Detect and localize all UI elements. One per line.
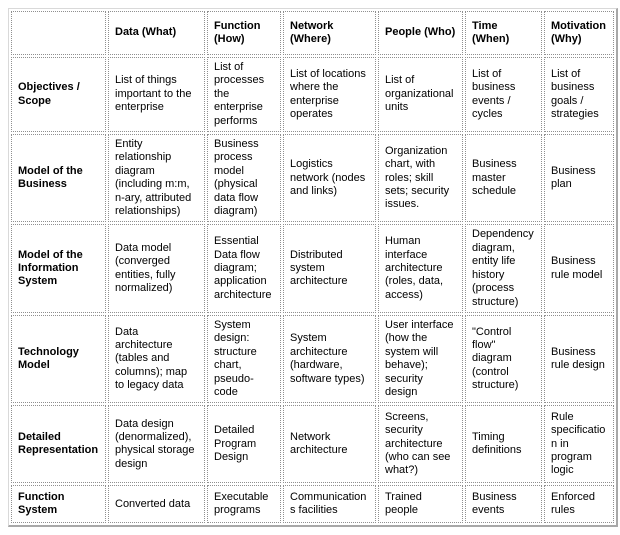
cell-technology-function: System design: structure chart, pseudo-code <box>207 315 281 403</box>
cell-infosystem-people: Human interface architecture (roles, data, access) <box>378 224 463 312</box>
cell-detailed-data: Data design (denormalized), physical storage design <box>108 405 205 483</box>
table-row <box>11 57 614 132</box>
column-header-motivation: Motivation (Why) <box>544 11 614 55</box>
row-header-model-of-business: Model of the Business <box>11 134 106 222</box>
cell-business-data: Entity relationship diagram (including m:m, n-ary, attributed relationships) <box>108 134 205 222</box>
cell-functionsystem-motivation: Enforced rules <box>544 485 614 523</box>
cell-detailed-people: Screens, security architecture (who can see what?) <box>378 405 463 483</box>
cell-infosystem-motivation: Business rule model <box>544 224 614 312</box>
row-header-technology-model: Technology Model <box>11 315 106 403</box>
table-row <box>11 315 614 403</box>
cell-objectives-network: List of locations where the enterprise operates <box>283 57 376 132</box>
table-row <box>11 224 614 312</box>
table-row <box>11 405 614 483</box>
cell-technology-time: "Control flow" diagram (control structure) <box>465 315 542 403</box>
cell-objectives-function: List of processes the enterprise performs <box>207 57 281 132</box>
cell-functionsystem-time: Business events <box>465 485 542 523</box>
column-header-time: Time (When) <box>465 11 542 55</box>
cell-detailed-time: Timing definitions <box>465 405 542 483</box>
cell-objectives-data: List of things important to the enterprise <box>108 57 205 132</box>
row-header-detailed-representation: Detailed Representation <box>11 405 106 483</box>
cell-functionsystem-network: Communications facilities <box>283 485 376 523</box>
column-header-function: Function (How) <box>207 11 281 55</box>
cell-objectives-time: List of business events / cycles <box>465 57 542 132</box>
cell-infosystem-data: Data model (converged entities, fully normalized) <box>108 224 205 312</box>
column-header-network: Network (Where) <box>283 11 376 55</box>
cell-functionsystem-people: Trained people <box>378 485 463 523</box>
column-header-data: Data (What) <box>108 11 205 55</box>
row-header-objectives-scope: Objectives / Scope <box>11 57 106 132</box>
cell-technology-network: System architecture (hardware, software types) <box>283 315 376 403</box>
cell-functionsystem-data: Converted data <box>108 485 205 523</box>
column-header-people: People (Who) <box>378 11 463 55</box>
cell-business-motivation: Business plan <box>544 134 614 222</box>
cell-technology-data: Data architecture (tables and columns); map to legacy data <box>108 315 205 403</box>
row-header-function-system: Function System <box>11 485 106 523</box>
corner-cell <box>11 11 106 55</box>
cell-infosystem-time: Dependency diagram, entity life history (process structure) <box>465 224 542 312</box>
cell-objectives-people: List of organizational units <box>378 57 463 132</box>
cell-objectives-motivation: List of business goals / strategies <box>544 57 614 132</box>
cell-infosystem-network: Distributed system architecture <box>283 224 376 312</box>
table-row <box>11 485 614 523</box>
cell-business-network: Logistics network (nodes and links) <box>283 134 376 222</box>
cell-business-people: Organization chart, with roles; skill sets; security issues. <box>378 134 463 222</box>
zachman-framework-table <box>8 8 618 527</box>
cell-functionsystem-function: Executable programs <box>207 485 281 523</box>
cell-technology-motivation: Business rule design <box>544 315 614 403</box>
table-row <box>11 134 614 222</box>
cell-detailed-motivation: Rule specification in program logic <box>544 405 614 483</box>
cell-detailed-network: Network architecture <box>283 405 376 483</box>
header-row <box>11 11 614 55</box>
row-header-model-of-information-system: Model of the Information System <box>11 224 106 312</box>
cell-business-function: Business process model (physical data flow diagram) <box>207 134 281 222</box>
cell-detailed-function: Detailed Program Design <box>207 405 281 483</box>
cell-infosystem-function: Essential Data flow diagram; application architecture <box>207 224 281 312</box>
cell-technology-people: User interface (how the system will behave); security design <box>378 315 463 403</box>
cell-business-time: Business master schedule <box>465 134 542 222</box>
